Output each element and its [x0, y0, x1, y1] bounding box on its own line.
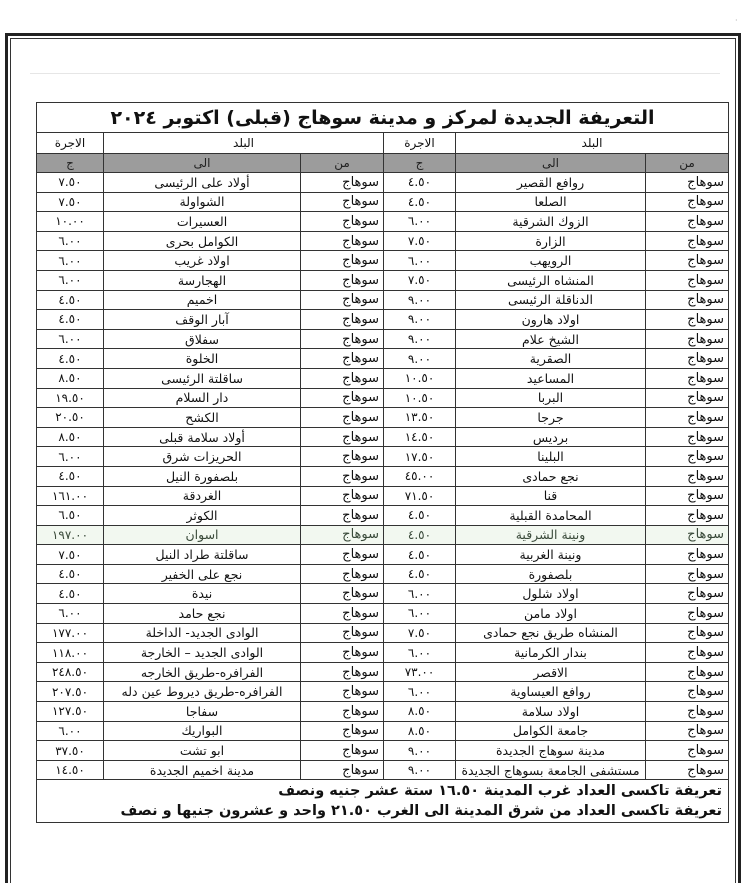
table-row	[36, 251, 728, 271]
right-from-cell: سوهاج	[646, 545, 729, 565]
left-fare-cell: ١٢٧.٥٠	[36, 702, 103, 722]
left-destination-cell: دار السلام	[104, 388, 301, 408]
left-from-cell: سوهاج	[301, 427, 384, 447]
left-from-cell: سوهاج	[301, 486, 384, 506]
left-from-cell: سوهاج	[301, 408, 384, 428]
table-row	[36, 604, 728, 624]
right-fare-cell: ٤٥.٠٠	[384, 466, 456, 486]
left-destination-cell: الغردقة	[104, 486, 301, 506]
right-fare-cell: ٤.٥٠	[384, 506, 456, 526]
left-fare-cell: ١٠.٠٠	[36, 212, 103, 232]
table-row	[36, 643, 728, 663]
right-destination-cell: الزارة	[456, 231, 646, 251]
right-fare-cell: ١٤.٥٠	[384, 427, 456, 447]
left-fare-cell: ٢٠.٥٠	[36, 408, 103, 428]
right-destination-cell: مستشفى الجامعة بسوهاج الجديدة	[456, 760, 646, 780]
right-from-cell: سوهاج	[646, 447, 729, 467]
left-destination-cell: الفرافره-طريق ديروط عين دله	[104, 682, 301, 702]
left-destination-cell: الكوثر	[104, 506, 301, 526]
left-fare-cell: ٤.٥٠	[36, 584, 103, 604]
right-destination-cell: اولاد شلول	[456, 584, 646, 604]
left-fare-cell: ٣٧.٥٠	[36, 741, 103, 761]
left-from-cell: سوهاج	[301, 173, 384, 193]
right-from-cell: سوهاج	[646, 760, 729, 780]
fare-table	[36, 102, 729, 823]
fare-sheet	[37, 102, 729, 823]
right-from-cell: سوهاج	[646, 721, 729, 741]
left-destination-cell: الشواولة	[104, 192, 301, 212]
table-row	[36, 388, 728, 408]
left-from-cell: سوهاج	[301, 388, 384, 408]
header-row-columns	[36, 154, 728, 173]
right-destination-cell: البلينا	[456, 447, 646, 467]
right-from-cell: سوهاج	[646, 662, 729, 682]
right-destination-cell: اولاد هارون	[456, 310, 646, 330]
right-from-cell: سوهاج	[646, 192, 729, 212]
left-destination-cell: ابو تشت	[104, 741, 301, 761]
header-from-right: من	[646, 154, 729, 173]
right-destination-cell: مدينة سوهاج الجديدة	[456, 741, 646, 761]
left-fare-cell: ٤.٥٠	[36, 349, 103, 369]
scan-mark: ·	[735, 16, 738, 25]
left-fare-cell: ٦.٠٠	[36, 447, 103, 467]
left-from-cell: سوهاج	[301, 290, 384, 310]
right-destination-cell: الشيخ علام	[456, 329, 646, 349]
left-fare-cell: ١١٨.٠٠	[36, 643, 103, 663]
right-fare-cell: ٧٣.٠٠	[384, 662, 456, 682]
left-fare-cell: ٢٤٨.٥٠	[36, 662, 103, 682]
left-from-cell: سوهاج	[301, 564, 384, 584]
right-fare-cell: ٩.٠٠	[384, 329, 456, 349]
right-destination-cell: جرجا	[456, 408, 646, 428]
right-fare-cell: ٧.٥٠	[384, 623, 456, 643]
scan-artifact-line	[30, 73, 720, 74]
right-fare-cell: ٤.٥٠	[384, 545, 456, 565]
right-from-cell: سوهاج	[646, 310, 729, 330]
right-from-cell: سوهاج	[646, 408, 729, 428]
table-row	[36, 702, 728, 722]
table-row	[36, 623, 728, 643]
right-destination-cell: الصقرية	[456, 349, 646, 369]
right-fare-cell: ٩.٠٠	[384, 349, 456, 369]
left-destination-cell: الحريزات شرق	[104, 447, 301, 467]
left-destination-cell: نيدة	[104, 584, 301, 604]
footer-line-west: تعريفة تاكسى العداد غرب المدينة ١٦.٥٠ ستة عشر جنيه ونصف	[278, 783, 722, 800]
left-destination-cell: البواريك	[104, 721, 301, 741]
left-destination-cell: الخلوة	[104, 349, 301, 369]
left-destination-cell: سفاجا	[104, 702, 301, 722]
right-from-cell: سوهاج	[646, 564, 729, 584]
header-currency-left: ج	[36, 154, 103, 173]
left-from-cell: سوهاج	[301, 721, 384, 741]
right-from-cell: سوهاج	[646, 349, 729, 369]
left-destination-cell: الوادى الجديد- الداخلة	[104, 623, 301, 643]
right-from-cell: سوهاج	[646, 270, 729, 290]
table-row	[36, 466, 728, 486]
right-from-cell: سوهاج	[646, 584, 729, 604]
left-destination-cell: بلصفورة النيل	[104, 466, 301, 486]
table-row	[36, 682, 728, 702]
left-destination-cell: نجع حامد	[104, 604, 301, 624]
table-row	[36, 584, 728, 604]
table-row	[36, 525, 728, 545]
right-from-cell: سوهاج	[646, 486, 729, 506]
right-from-cell: سوهاج	[646, 212, 729, 232]
left-fare-cell: ٧.٥٠	[36, 545, 103, 565]
table-row	[36, 231, 728, 251]
right-from-cell: سوهاج	[646, 643, 729, 663]
left-destination-cell: ساقلتة الرئيسى	[104, 368, 301, 388]
left-fare-cell: ٨.٥٠	[36, 427, 103, 447]
left-destination-cell: مدينة اخميم الجديدة	[104, 760, 301, 780]
table-row	[36, 212, 728, 232]
right-destination-cell: برديس	[456, 427, 646, 447]
right-fare-cell: ١٠.٥٠	[384, 368, 456, 388]
left-destination-cell: سفلاق	[104, 329, 301, 349]
right-fare-cell: ٦.٠٠	[384, 584, 456, 604]
right-destination-cell: الرويهب	[456, 251, 646, 271]
right-from-cell: سوهاج	[646, 525, 729, 545]
left-fare-cell: ٢٠٧.٥٠	[36, 682, 103, 702]
right-fare-cell: ٤.٥٠	[384, 192, 456, 212]
right-fare-cell: ٦.٠٠	[384, 604, 456, 624]
right-fare-cell: ٦.٠٠	[384, 643, 456, 663]
left-fare-cell: ١٩.٥٠	[36, 388, 103, 408]
left-from-cell: سوهاج	[301, 466, 384, 486]
right-destination-cell: المنشاه طريق نجع حمادى	[456, 623, 646, 643]
right-fare-cell: ٧.٥٠	[384, 270, 456, 290]
header-row-group	[36, 133, 728, 154]
left-fare-cell: ٦.٠٠	[36, 604, 103, 624]
left-destination-cell: نجع على الخفير	[104, 564, 301, 584]
left-from-cell: سوهاج	[301, 349, 384, 369]
right-from-cell: سوهاج	[646, 290, 729, 310]
table-row	[36, 486, 728, 506]
table-row	[36, 173, 728, 193]
right-fare-cell: ١٧.٥٠	[384, 447, 456, 467]
right-destination-cell: بندار الكرمانية	[456, 643, 646, 663]
left-from-cell: سوهاج	[301, 525, 384, 545]
left-destination-cell: ساقلتة طراد النيل	[104, 545, 301, 565]
left-from-cell: سوهاج	[301, 506, 384, 526]
right-destination-cell: البربا	[456, 388, 646, 408]
right-fare-cell: ١٣.٥٠	[384, 408, 456, 428]
right-from-cell: سوهاج	[646, 231, 729, 251]
right-destination-cell: ونينة الشرقية	[456, 525, 646, 545]
right-destination-cell: جامعة الكوامل	[456, 721, 646, 741]
right-fare-cell: ١٠.٥٠	[384, 388, 456, 408]
left-fare-cell: ٦.٠٠	[36, 231, 103, 251]
right-fare-cell: ٦.٠٠	[384, 682, 456, 702]
right-destination-cell: المنشاه الرئيسى	[456, 270, 646, 290]
right-destination-cell: الزوك الشرقية	[456, 212, 646, 232]
right-destination-cell: الصلعا	[456, 192, 646, 212]
right-fare-cell: ٩.٠٠	[384, 741, 456, 761]
right-from-cell: سوهاج	[646, 388, 729, 408]
right-fare-cell: ٦.٠٠	[384, 212, 456, 232]
left-from-cell: سوهاج	[301, 231, 384, 251]
left-from-cell: سوهاج	[301, 251, 384, 271]
meter-taxi-note	[36, 780, 728, 823]
left-fare-cell: ٤.٥٠	[36, 564, 103, 584]
table-row	[36, 545, 728, 565]
right-destination-cell: روافع العيساوية	[456, 682, 646, 702]
left-from-cell: سوهاج	[301, 192, 384, 212]
right-from-cell: سوهاج	[646, 741, 729, 761]
left-from-cell: سوهاج	[301, 760, 384, 780]
left-fare-cell: ٤.٥٠	[36, 310, 103, 330]
left-from-cell: سوهاج	[301, 682, 384, 702]
left-destination-cell: آبار الوقف	[104, 310, 301, 330]
right-fare-cell: ٤.٥٠	[384, 564, 456, 584]
left-destination-cell: الفرافره-طريق الخارجه	[104, 662, 301, 682]
right-fare-cell: ٦.٠٠	[384, 251, 456, 271]
right-fare-cell: ٤.٥٠	[384, 173, 456, 193]
left-from-cell: سوهاج	[301, 545, 384, 565]
left-destination-cell: أولاد على الرئيسى	[104, 173, 301, 193]
left-from-cell: سوهاج	[301, 741, 384, 761]
table-row	[36, 447, 728, 467]
left-fare-cell: ١٧٧.٠٠	[36, 623, 103, 643]
left-fare-cell: ١٦١.٠٠	[36, 486, 103, 506]
right-from-cell: سوهاج	[646, 604, 729, 624]
footer-line-east-west: تعريفة تاكسى العداد من شرق المدينة الى الغرب ٢١.٥٠ واحد و عشرون جنيها و نصف	[120, 803, 722, 820]
left-fare-cell: ٦.٠٠	[36, 329, 103, 349]
right-destination-cell: ونينة الغربية	[456, 545, 646, 565]
table-row	[36, 329, 728, 349]
table-row	[36, 290, 728, 310]
right-destination-cell: قنا	[456, 486, 646, 506]
table-row	[36, 760, 728, 780]
right-fare-cell: ٩.٠٠	[384, 310, 456, 330]
header-to-left: الى	[104, 154, 301, 173]
left-from-cell: سوهاج	[301, 702, 384, 722]
left-from-cell: سوهاج	[301, 623, 384, 643]
header-fare-right: الاجرة	[384, 133, 456, 154]
table-row	[36, 349, 728, 369]
header-from-left: من	[301, 154, 384, 173]
right-fare-cell: ٨.٥٠	[384, 721, 456, 741]
right-from-cell: سوهاج	[646, 368, 729, 388]
left-destination-cell: العسيرات	[104, 212, 301, 232]
left-destination-cell: اخميم	[104, 290, 301, 310]
left-destination-cell: أولاد سلامة قبلى	[104, 427, 301, 447]
right-from-cell: سوهاج	[646, 329, 729, 349]
left-from-cell: سوهاج	[301, 212, 384, 232]
table-row	[36, 506, 728, 526]
right-destination-cell: الاقصر	[456, 662, 646, 682]
right-destination-cell: اولاد مامن	[456, 604, 646, 624]
right-from-cell: سوهاج	[646, 702, 729, 722]
right-from-cell: سوهاج	[646, 173, 729, 193]
right-destination-cell: روافع القصير	[456, 173, 646, 193]
left-from-cell: سوهاج	[301, 310, 384, 330]
left-fare-cell: ٦.٠٠	[36, 251, 103, 271]
left-destination-cell: الكشح	[104, 408, 301, 428]
left-fare-cell: ٦.٠٠	[36, 721, 103, 741]
table-row	[36, 564, 728, 584]
header-fare-left: الاجرة	[36, 133, 103, 154]
right-fare-cell: ٧١.٥٠	[384, 486, 456, 506]
table-row	[36, 662, 728, 682]
right-from-cell: سوهاج	[646, 623, 729, 643]
left-fare-cell: ١٤.٥٠	[36, 760, 103, 780]
right-fare-cell: ٤.٥٠	[384, 525, 456, 545]
right-destination-cell: بلصفورة	[456, 564, 646, 584]
left-fare-cell: ٧.٥٠	[36, 192, 103, 212]
left-destination-cell: اولاد غريب	[104, 251, 301, 271]
table-row	[36, 408, 728, 428]
right-destination-cell: المحامدة القبلية	[456, 506, 646, 526]
left-fare-cell: ٤.٥٠	[36, 466, 103, 486]
left-fare-cell: ٨.٥٠	[36, 368, 103, 388]
table-row	[36, 721, 728, 741]
left-from-cell: سوهاج	[301, 643, 384, 663]
left-destination-cell: الكوامل بحرى	[104, 231, 301, 251]
left-destination-cell: الوادى الجديد – الخارجة	[104, 643, 301, 663]
left-fare-cell: ١٩٧.٠٠	[36, 525, 103, 545]
right-from-cell: سوهاج	[646, 427, 729, 447]
left-destination-cell: اسوان	[104, 525, 301, 545]
left-fare-cell: ٤.٥٠	[36, 290, 103, 310]
header-place-right: البلد	[456, 133, 729, 154]
left-destination-cell: الهجارسة	[104, 270, 301, 290]
header-to-right: الى	[456, 154, 646, 173]
left-from-cell: سوهاج	[301, 584, 384, 604]
right-fare-cell: ٧.٥٠	[384, 231, 456, 251]
left-fare-cell: ٦.٥٠	[36, 506, 103, 526]
left-fare-cell: ٧.٥٠	[36, 173, 103, 193]
right-fare-cell: ٩.٠٠	[384, 760, 456, 780]
table-row	[36, 192, 728, 212]
table-row	[36, 427, 728, 447]
header-place-left: البلد	[104, 133, 384, 154]
right-destination-cell: المساعيد	[456, 368, 646, 388]
left-from-cell: سوهاج	[301, 368, 384, 388]
left-from-cell: سوهاج	[301, 662, 384, 682]
right-destination-cell: نجع حمادى	[456, 466, 646, 486]
table-row	[36, 368, 728, 388]
right-destination-cell: اولاد سلامة	[456, 702, 646, 722]
left-from-cell: سوهاج	[301, 329, 384, 349]
page-title: التعريفة الجديدة لمركز و مدينة سوهاج (قبلى) اكتوبر ٢٠٢٤	[36, 103, 728, 133]
right-fare-cell: ٩.٠٠	[384, 290, 456, 310]
header-currency-right: ج	[384, 154, 456, 173]
left-fare-cell: ٦.٠٠	[36, 270, 103, 290]
right-from-cell: سوهاج	[646, 251, 729, 271]
right-fare-cell: ٨.٥٠	[384, 702, 456, 722]
right-destination-cell: الدناقلة الرئيسى	[456, 290, 646, 310]
left-from-cell: سوهاج	[301, 270, 384, 290]
left-from-cell: سوهاج	[301, 447, 384, 467]
table-row	[36, 310, 728, 330]
table-row	[36, 270, 728, 290]
right-from-cell: سوهاج	[646, 682, 729, 702]
right-from-cell: سوهاج	[646, 466, 729, 486]
right-from-cell: سوهاج	[646, 506, 729, 526]
table-row	[36, 741, 728, 761]
left-from-cell: سوهاج	[301, 604, 384, 624]
